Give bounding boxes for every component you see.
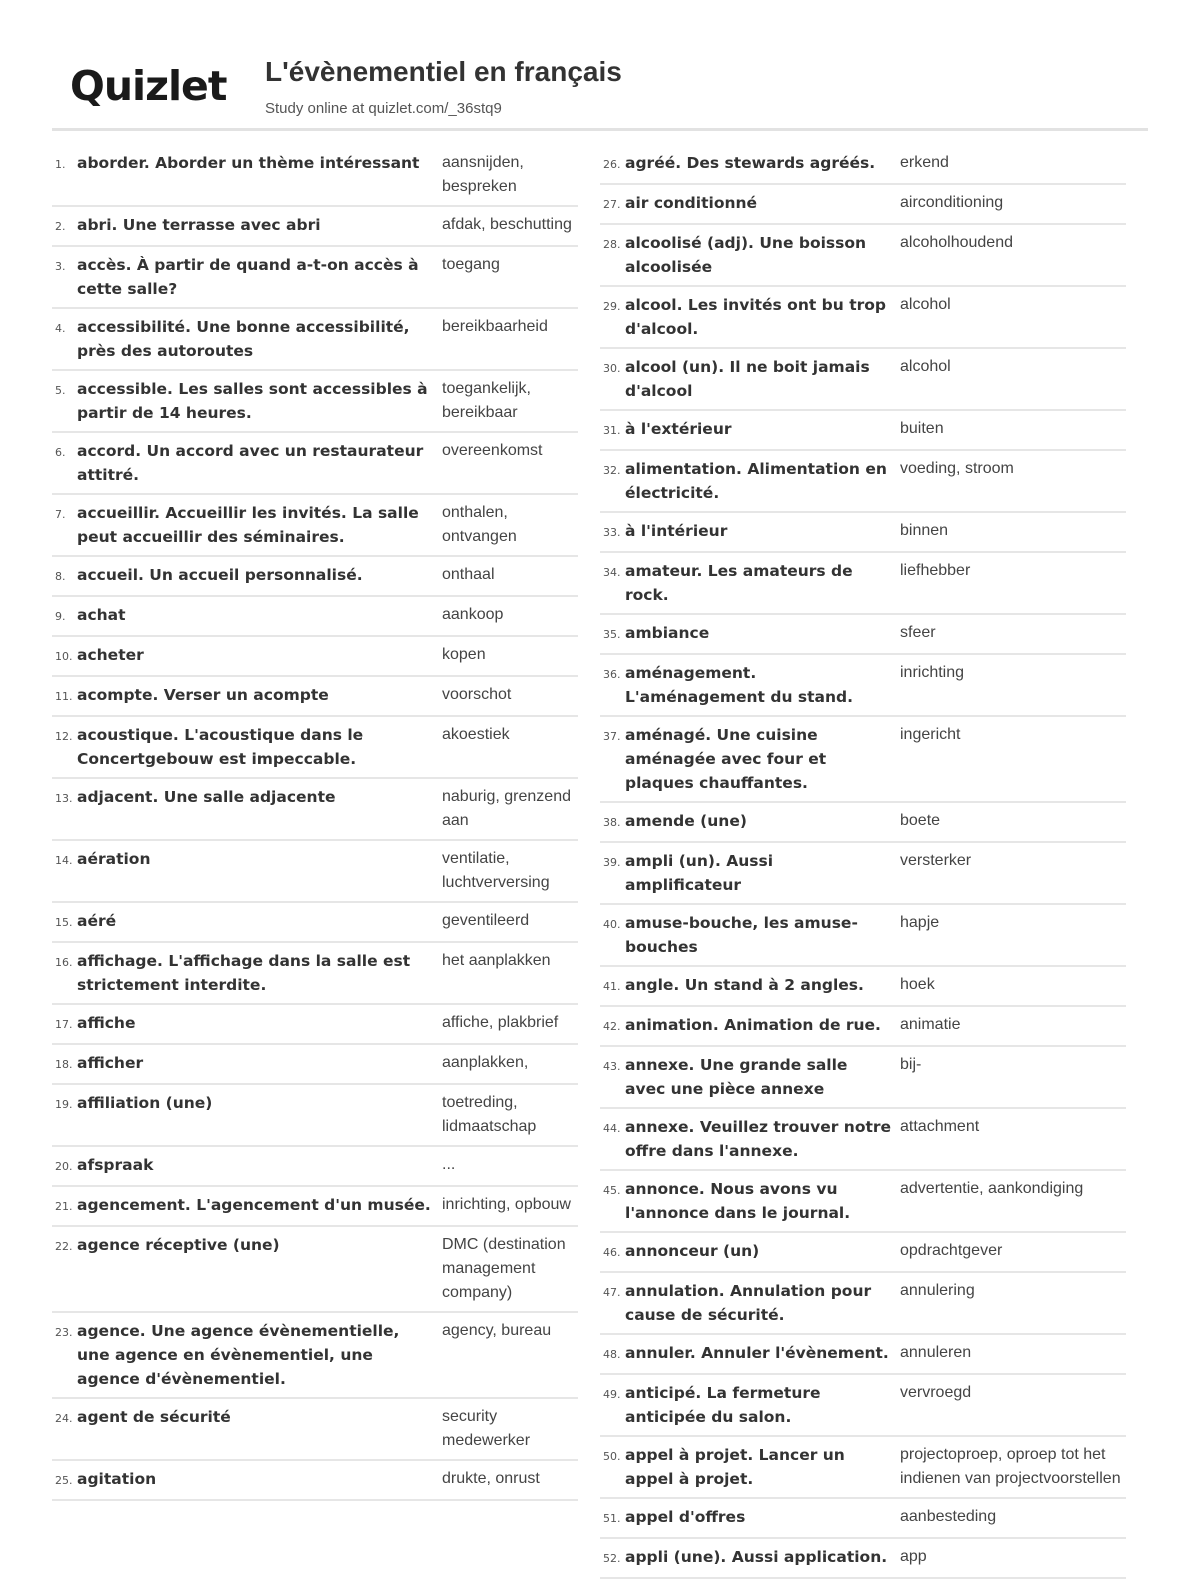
set-title: L'évènementiel en français bbox=[265, 56, 622, 87]
flashcard-row bbox=[600, 1335, 1126, 1375]
card-number: 21. bbox=[55, 1200, 73, 1213]
card-number: 43. bbox=[603, 1060, 621, 1073]
card-definition: airconditioning bbox=[900, 194, 1004, 211]
flashcard-row bbox=[52, 779, 578, 841]
card-number: 52. bbox=[603, 1552, 621, 1565]
card-number: 31. bbox=[603, 424, 621, 437]
flashcard-row bbox=[52, 1227, 578, 1313]
card-term: annulation. Annulation pour cause de sécurité. bbox=[625, 1282, 872, 1324]
card-definition: advertentie, aankondiging bbox=[900, 1180, 1084, 1197]
card-definition: inrichting, opbouw bbox=[442, 1196, 571, 1213]
card-definition: agency, bureau bbox=[442, 1322, 552, 1339]
card-term: annuler. Annuler l'évènement. bbox=[625, 1344, 889, 1362]
card-number: 36. bbox=[603, 668, 621, 681]
flashcard-row bbox=[600, 717, 1126, 803]
flashcard-row bbox=[600, 145, 1126, 185]
card-number: 50. bbox=[603, 1450, 621, 1463]
card-definition: alcohol bbox=[900, 358, 951, 375]
flashcard-row bbox=[52, 309, 578, 371]
card-number: 16. bbox=[55, 956, 73, 969]
card-number: 18. bbox=[55, 1058, 73, 1071]
card-term: annonceur (un) bbox=[625, 1242, 760, 1260]
card-term: accueillir. Accueillir les invités. La salle peut accueillir des séminaires. bbox=[77, 504, 419, 546]
card-number: 26. bbox=[603, 158, 621, 171]
flashcard-row bbox=[600, 451, 1126, 513]
card-term: agréé. Des stewards agréés. bbox=[625, 154, 876, 172]
flashcard-row bbox=[600, 185, 1126, 225]
card-definition: vervroegd bbox=[900, 1384, 972, 1401]
card-number: 47. bbox=[603, 1286, 621, 1299]
card-definition: aanplakken, bbox=[442, 1054, 529, 1071]
card-definition: bereikbaarheid bbox=[442, 318, 548, 335]
card-number: 25. bbox=[55, 1474, 73, 1487]
card-term: ampli (un). Aussi amplificateur bbox=[625, 852, 774, 894]
card-definition: attachment bbox=[900, 1118, 980, 1135]
card-number: 27. bbox=[603, 198, 621, 211]
card-definition: aanbesteding bbox=[900, 1508, 997, 1525]
flashcard-row bbox=[600, 1233, 1126, 1273]
flashcard-row bbox=[600, 553, 1126, 615]
flashcard-row bbox=[600, 411, 1126, 451]
card-term: appel à projet. Lancer un appel à projet. bbox=[625, 1446, 845, 1488]
card-definition: het aanplakken bbox=[442, 952, 551, 969]
card-number: 6. bbox=[55, 446, 66, 459]
flashcard-row bbox=[52, 1147, 578, 1187]
card-number: 45. bbox=[603, 1184, 621, 1197]
card-term: annexe. Veuillez trouver notre offre dans l'annexe. bbox=[625, 1118, 892, 1160]
card-number: 46. bbox=[603, 1246, 621, 1259]
flashcard-row bbox=[52, 677, 578, 717]
card-term: appli (une). Aussi application. bbox=[625, 1548, 888, 1566]
card-term: ambiance bbox=[625, 624, 710, 642]
card-number: 37. bbox=[603, 730, 621, 743]
card-number: 8. bbox=[55, 570, 66, 583]
card-number: 23. bbox=[55, 1326, 73, 1339]
card-term: acoustique. L'acoustique dans le Concertgebouw est impeccable. bbox=[77, 726, 364, 768]
flashcard-row bbox=[52, 145, 578, 207]
flashcard-row bbox=[600, 287, 1126, 349]
card-number: 29. bbox=[603, 300, 621, 313]
flashcard-row bbox=[600, 615, 1126, 655]
flashcard-row bbox=[600, 1437, 1126, 1499]
card-term: alimentation. Alimentation en électricité. bbox=[625, 460, 887, 502]
flashcard-row bbox=[52, 371, 578, 433]
card-definition: aankoop bbox=[442, 606, 504, 623]
flashcard-row bbox=[52, 433, 578, 495]
flashcard-row bbox=[52, 1045, 578, 1085]
card-number: 7. bbox=[55, 508, 66, 521]
flashcard-row bbox=[600, 843, 1126, 905]
flashcard-row bbox=[600, 1171, 1126, 1233]
card-definition: aansnijden, bespreken bbox=[442, 154, 524, 195]
card-term: annexe. Une grande salle avec une pièce annexe bbox=[625, 1056, 848, 1098]
left-column bbox=[52, 145, 578, 1501]
card-definition: voeding, stroom bbox=[900, 460, 1014, 477]
card-number: 3. bbox=[55, 260, 66, 273]
flashcard-row bbox=[52, 717, 578, 779]
card-number: 51. bbox=[603, 1512, 621, 1525]
card-definition: toetreding, lidmaatschap bbox=[442, 1094, 537, 1135]
card-number: 39. bbox=[603, 856, 621, 869]
card-definition: buiten bbox=[900, 420, 944, 437]
card-term: abri. Une terrasse avec abri bbox=[77, 216, 321, 234]
header-divider bbox=[52, 128, 1148, 131]
card-term: alcool. Les invités ont bu trop d'alcool. bbox=[625, 296, 886, 338]
flashcard-row bbox=[600, 1375, 1126, 1437]
card-term: annonce. Nous avons vu l'annonce dans le journal. bbox=[625, 1180, 851, 1222]
card-term: affiche bbox=[77, 1014, 136, 1032]
card-number: 22. bbox=[55, 1240, 73, 1253]
flashcard-row bbox=[52, 247, 578, 309]
card-number: 1. bbox=[55, 158, 66, 171]
card-term: à l'intérieur bbox=[625, 522, 728, 540]
card-term: amende (une) bbox=[625, 812, 747, 830]
card-number: 12. bbox=[55, 730, 73, 743]
flashcard-row bbox=[600, 905, 1126, 967]
card-definition: toegang bbox=[442, 256, 500, 273]
card-definition: ventilatie, luchtverversing bbox=[442, 850, 550, 891]
card-number: 9. bbox=[55, 610, 66, 623]
card-definition: voorschot bbox=[442, 686, 512, 703]
card-number: 4. bbox=[55, 322, 66, 335]
card-number: 14. bbox=[55, 854, 73, 867]
flashcard-row bbox=[600, 803, 1126, 843]
card-definition: onthalen, ontvangen bbox=[442, 504, 517, 545]
flashcard-row bbox=[600, 1273, 1126, 1335]
card-number: 2. bbox=[55, 220, 66, 233]
card-definition: bij- bbox=[900, 1056, 922, 1073]
card-number: 11. bbox=[55, 690, 73, 703]
card-number: 19. bbox=[55, 1098, 73, 1111]
card-definition: annuleren bbox=[900, 1344, 972, 1361]
card-number: 13. bbox=[55, 792, 73, 805]
card-number: 20. bbox=[55, 1160, 73, 1173]
card-term: alcool (un). Il ne boit jamais d'alcool bbox=[625, 358, 870, 400]
card-number: 10. bbox=[55, 650, 73, 663]
card-number: 30. bbox=[603, 362, 621, 375]
card-term: accessible. Les salles sont accessibles à partir de 14 heures. bbox=[77, 380, 428, 422]
right-column bbox=[600, 145, 1126, 1579]
flashcard-row bbox=[600, 655, 1126, 717]
card-definition: akoestiek bbox=[442, 726, 510, 743]
card-term: accueil. Un accueil personnalisé. bbox=[77, 566, 363, 584]
card-term: air conditionné bbox=[625, 194, 758, 212]
card-number: 38. bbox=[603, 816, 621, 829]
card-number: 44. bbox=[603, 1122, 621, 1135]
card-definition: projectoproep, oproep tot het indienen van projectvoorstellen bbox=[900, 1446, 1121, 1487]
card-definition: drukte, onrust bbox=[442, 1470, 540, 1487]
flashcard-row bbox=[52, 1085, 578, 1147]
flashcard-row bbox=[52, 1187, 578, 1227]
flashcard-row bbox=[600, 513, 1126, 553]
card-definition: alcohol bbox=[900, 296, 951, 313]
card-number: 15. bbox=[55, 916, 73, 929]
flashcard-row bbox=[600, 1539, 1126, 1579]
card-number: 35. bbox=[603, 628, 621, 641]
card-term: aménagement. L'aménagement du stand. bbox=[625, 664, 853, 706]
card-term: à l'extérieur bbox=[625, 420, 732, 438]
card-term: aborder. Aborder un thème intéressant bbox=[77, 154, 420, 172]
card-definition: DMC (destination management company) bbox=[442, 1236, 566, 1301]
card-term: appel d'offres bbox=[625, 1508, 746, 1526]
card-number: 41. bbox=[603, 980, 621, 993]
card-term: aéré bbox=[77, 912, 117, 930]
card-term: accessibilité. Une bonne accessibilité, près des autoroutes bbox=[77, 318, 410, 360]
card-number: 33. bbox=[603, 526, 621, 539]
flashcard-row bbox=[52, 207, 578, 247]
card-definition: alcoholhoudend bbox=[900, 234, 1013, 251]
card-definition: security medewerker bbox=[442, 1408, 531, 1449]
card-definition: app bbox=[900, 1548, 927, 1565]
card-term: agencement. L'agencement d'un musée. bbox=[77, 1196, 431, 1214]
card-term: amateur. Les amateurs de rock. bbox=[625, 562, 853, 604]
card-definition: afdak, beschutting bbox=[442, 216, 572, 233]
flashcard-row bbox=[52, 597, 578, 637]
card-definition: ingericht bbox=[900, 726, 961, 743]
flashcard-row bbox=[600, 349, 1126, 411]
flashcard-row bbox=[52, 1005, 578, 1045]
card-term: afficher bbox=[77, 1054, 144, 1072]
flashcard-row bbox=[52, 943, 578, 1005]
card-term: aération bbox=[77, 850, 151, 868]
card-definition: inrichting bbox=[900, 664, 965, 681]
flashcard-row bbox=[52, 841, 578, 903]
flashcard-row bbox=[600, 1499, 1126, 1539]
flashcard-row bbox=[52, 1461, 578, 1501]
card-definition: versterker bbox=[900, 852, 972, 869]
card-term: amuse-bouche, les amuse-bouches bbox=[625, 914, 858, 956]
card-term: adjacent. Une salle adjacente bbox=[77, 788, 336, 806]
flashcard-row bbox=[600, 1047, 1126, 1109]
card-term: agence. Une agence évènementielle, une agence en évènementiel, une agence d'évènementiel. bbox=[77, 1322, 400, 1388]
card-definition: naburig, grenzend aan bbox=[442, 788, 571, 829]
card-definition: boete bbox=[900, 812, 941, 829]
card-number: 40. bbox=[603, 918, 621, 931]
card-term: accès. À partir de quand a-t-on accès à cette salle? bbox=[77, 256, 419, 298]
card-definition: overeenkomst bbox=[442, 442, 543, 459]
flashcard-row bbox=[600, 967, 1126, 1007]
card-number: 5. bbox=[55, 384, 66, 397]
flashcard-row bbox=[600, 225, 1126, 287]
card-definition: geventileerd bbox=[442, 912, 530, 929]
card-term: agence réceptive (une) bbox=[77, 1236, 280, 1254]
card-definition: onthaal bbox=[442, 566, 495, 583]
card-number: 34. bbox=[603, 566, 621, 579]
card-term: aménagé. Une cuisine aménagée avec four et plaques chauffantes. bbox=[625, 726, 827, 792]
card-number: 17. bbox=[55, 1018, 73, 1031]
flashcard-row bbox=[52, 637, 578, 677]
card-term: agitation bbox=[77, 1470, 157, 1488]
flashcard-row bbox=[52, 903, 578, 943]
set-url: Study online at quizlet.com/_36stq9 bbox=[265, 100, 502, 117]
card-term: angle. Un stand à 2 angles. bbox=[625, 976, 864, 994]
card-definition: erkend bbox=[900, 154, 949, 171]
card-number: 49. bbox=[603, 1388, 621, 1401]
card-term: affiliation (une) bbox=[77, 1094, 213, 1112]
card-number: 32. bbox=[603, 464, 621, 477]
card-term: accord. Un accord avec un restaurateur attitré. bbox=[77, 442, 424, 484]
flashcard-row bbox=[52, 557, 578, 597]
card-definition: kopen bbox=[442, 646, 486, 663]
card-definition: ... bbox=[442, 1156, 456, 1173]
page-header bbox=[52, 52, 1148, 130]
card-term: alcoolisé (adj). Une boisson alcoolisée bbox=[625, 234, 867, 276]
card-number: 28. bbox=[603, 238, 621, 251]
card-term: acompte. Verser un acompte bbox=[77, 686, 329, 704]
card-number: 42. bbox=[603, 1020, 621, 1033]
card-number: 48. bbox=[603, 1348, 621, 1361]
card-term: afspraak bbox=[77, 1156, 154, 1174]
card-term: anticipé. La fermeture anticipée du salon. bbox=[625, 1384, 821, 1426]
quizlet-logo: Quizlet bbox=[70, 62, 227, 110]
card-term: achat bbox=[77, 606, 126, 624]
card-definition: opdrachtgever bbox=[900, 1242, 1003, 1259]
card-definition: toegankelijk, bereikbaar bbox=[442, 380, 531, 421]
flashcard-row bbox=[600, 1007, 1126, 1047]
card-definition: sfeer bbox=[900, 624, 936, 641]
flashcard-row bbox=[52, 495, 578, 557]
flashcard-row bbox=[600, 1109, 1126, 1171]
card-definition: hoek bbox=[900, 976, 935, 993]
flashcard-row bbox=[52, 1313, 578, 1399]
card-number: 24. bbox=[55, 1412, 73, 1425]
card-definition: annulering bbox=[900, 1282, 975, 1299]
card-definition: binnen bbox=[900, 522, 949, 539]
card-term: animation. Animation de rue. bbox=[625, 1016, 881, 1034]
card-definition: liefhebber bbox=[900, 562, 971, 579]
card-term: affichage. L'affichage dans la salle est strictement interdite. bbox=[77, 952, 411, 994]
card-definition: animatie bbox=[900, 1016, 961, 1033]
card-definition: affiche, plakbrief bbox=[442, 1014, 559, 1031]
card-term: acheter bbox=[77, 646, 144, 664]
card-term: agent de sécurité bbox=[77, 1408, 231, 1426]
card-definition: hapje bbox=[900, 914, 940, 931]
flashcard-row bbox=[52, 1399, 578, 1461]
